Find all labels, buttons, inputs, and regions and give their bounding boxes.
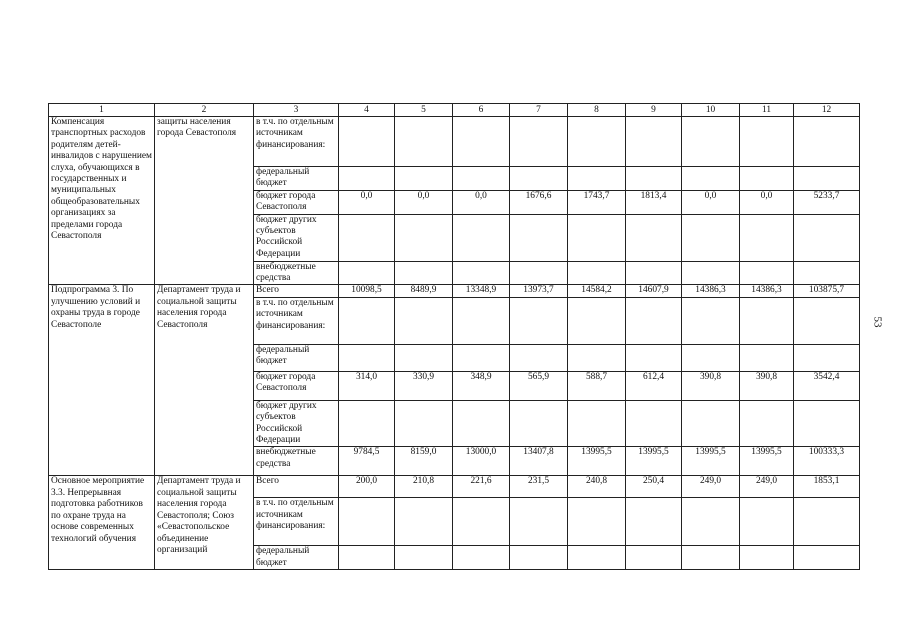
program-name-cell: Компенсация транспортных расходов родителям детей-инвалидов с нарушением слуха, обучающихся в государственных и муниципальных общеобразовательных организациях за пределами города Севастополя [49,117,155,285]
value-cell: 1813,4 [626,190,682,214]
value-cell [395,297,453,344]
value-cell [510,261,568,285]
column-header: 1 [49,104,155,117]
value-cell [453,214,510,261]
executor-cell: Департамент труда и социальной защиты населения города Севастополя; Союз «Севастопольское объединение организаций [155,476,254,570]
value-cell [395,400,453,447]
value-cell: 200,0 [339,476,395,498]
value-cell: 221,6 [453,476,510,498]
value-cell: 1743,7 [568,190,626,214]
value-cell [453,297,510,344]
column-header: 2 [155,104,254,117]
value-cell [395,546,453,570]
value-cell: 8489,9 [395,285,453,297]
program-name-cell: Основное мероприятие 3.3. Непрерывная подготовка работников по охране труда на основе современных технологий обучения [49,476,155,570]
funding-source-cell: бюджет других субъектов Российской Федерации [254,400,339,447]
value-cell: 13000,0 [453,447,510,476]
column-header: 6 [453,104,510,117]
funding-source-cell: Всего [254,285,339,297]
value-cell: 231,5 [510,476,568,498]
value-cell [510,117,568,167]
value-cell: 14386,3 [682,285,740,297]
value-cell [682,261,740,285]
value-cell [626,498,682,546]
value-cell [794,214,860,261]
value-cell [740,297,794,344]
column-header: 10 [682,104,740,117]
funding-source-cell: в т.ч. по отдельным источникам финансирования: [254,117,339,167]
value-cell: 103875,7 [794,285,860,297]
value-cell [453,546,510,570]
funding-source-cell: внебюджетные средства [254,447,339,476]
value-cell: 13348,9 [453,285,510,297]
value-cell [339,167,395,191]
value-cell: 588,7 [568,371,626,400]
value-cell: 612,4 [626,371,682,400]
value-cell [740,498,794,546]
value-cell: 5233,7 [794,190,860,214]
value-cell: 314,0 [339,371,395,400]
table-row [49,117,860,167]
value-cell [740,400,794,447]
value-cell [740,117,794,167]
value-cell [568,546,626,570]
value-cell: 0,0 [682,190,740,214]
value-cell: 210,8 [395,476,453,498]
table-body [49,117,860,570]
executor-cell: Департамент труда и социальной защиты населения города Севастополя [155,285,254,476]
column-header: 8 [568,104,626,117]
value-cell [682,498,740,546]
value-cell [395,498,453,546]
value-cell: 565,9 [510,371,568,400]
funding-source-cell: в т.ч. по отдельным источникам финансирования: [254,498,339,546]
value-cell [682,546,740,570]
value-cell [395,117,453,167]
value-cell [682,400,740,447]
value-cell: 249,0 [682,476,740,498]
value-cell [740,167,794,191]
value-cell [626,214,682,261]
value-cell: 330,9 [395,371,453,400]
value-cell [794,297,860,344]
value-cell [626,546,682,570]
value-cell: 9784,5 [339,447,395,476]
value-cell: 348,9 [453,371,510,400]
value-cell [626,167,682,191]
value-cell: 10098,5 [339,285,395,297]
value-cell [682,344,740,371]
value-cell: 13995,5 [626,447,682,476]
value-cell: 3542,4 [794,371,860,400]
column-header: 9 [626,104,682,117]
funding-source-cell: бюджет города Севастополя [254,371,339,400]
value-cell [740,546,794,570]
value-cell [339,400,395,447]
value-cell [682,167,740,191]
value-cell [740,214,794,261]
value-cell [794,344,860,371]
funding-source-cell: федеральный бюджет [254,344,339,371]
value-cell [510,400,568,447]
value-cell [453,261,510,285]
column-header: 3 [254,104,339,117]
value-cell [453,167,510,191]
value-cell [626,344,682,371]
value-cell [395,261,453,285]
value-cell [339,344,395,371]
value-cell [339,498,395,546]
funding-source-cell: бюджет других субъектов Российской Федерации [254,214,339,261]
value-cell: 13995,5 [740,447,794,476]
value-cell [339,297,395,344]
value-cell [339,117,395,167]
value-cell [682,214,740,261]
table-header [49,104,860,117]
value-cell [626,297,682,344]
value-cell [510,214,568,261]
value-cell: 14584,2 [568,285,626,297]
value-cell [510,546,568,570]
column-header: 7 [510,104,568,117]
value-cell [339,546,395,570]
value-cell: 0,0 [339,190,395,214]
value-cell: 13995,5 [568,447,626,476]
table-row [49,476,860,498]
value-cell [395,167,453,191]
value-cell: 0,0 [453,190,510,214]
funding-source-cell: бюджет города Севастополя [254,190,339,214]
header-row [49,104,860,117]
funding-source-cell: федеральный бюджет [254,167,339,191]
value-cell [453,344,510,371]
page-number: 53 [871,316,884,328]
value-cell [794,546,860,570]
program-name-cell: Подпрограмма 3. По улучшению условий и охраны труда в городе Севастополе [49,285,155,476]
value-cell [740,261,794,285]
value-cell [510,498,568,546]
funding-source-cell: в т.ч. по отдельным источникам финансирования: [254,297,339,344]
value-cell [568,297,626,344]
value-cell: 13973,7 [510,285,568,297]
funding-source-cell: федеральный бюджет [254,546,339,570]
executor-cell: защиты населения города Севастополя [155,117,254,285]
value-cell: 13995,5 [682,447,740,476]
value-cell [682,117,740,167]
value-cell: 14607,9 [626,285,682,297]
value-cell: 14386,3 [740,285,794,297]
value-cell [510,297,568,344]
value-cell [794,167,860,191]
value-cell [453,498,510,546]
funding-source-cell: внебюджетные средства [254,261,339,285]
value-cell [794,498,860,546]
funding-source-cell: Всего [254,476,339,498]
value-cell: 13407,8 [510,447,568,476]
value-cell [794,117,860,167]
value-cell: 100333,3 [794,447,860,476]
value-cell [453,117,510,167]
value-cell [568,344,626,371]
value-cell [568,261,626,285]
budget-table [48,103,860,570]
value-cell [395,214,453,261]
value-cell [568,214,626,261]
value-cell [626,261,682,285]
value-cell: 1676,6 [510,190,568,214]
value-cell: 390,8 [740,371,794,400]
value-cell: 0,0 [740,190,794,214]
column-header: 11 [740,104,794,117]
column-header: 5 [395,104,453,117]
value-cell [682,297,740,344]
column-header: 12 [794,104,860,117]
value-cell [339,261,395,285]
value-cell [626,400,682,447]
value-cell: 0,0 [395,190,453,214]
value-cell [568,167,626,191]
value-cell [794,400,860,447]
value-cell: 1853,1 [794,476,860,498]
value-cell: 250,4 [626,476,682,498]
value-cell: 8159,0 [395,447,453,476]
value-cell: 390,8 [682,371,740,400]
table-row [49,285,860,297]
value-cell [794,261,860,285]
column-header: 4 [339,104,395,117]
value-cell [510,167,568,191]
value-cell [568,498,626,546]
value-cell [510,344,568,371]
value-cell: 249,0 [740,476,794,498]
value-cell [395,344,453,371]
value-cell [740,344,794,371]
value-cell: 240,8 [568,476,626,498]
value-cell [626,117,682,167]
value-cell [453,400,510,447]
value-cell [339,214,395,261]
value-cell [568,117,626,167]
value-cell [568,400,626,447]
